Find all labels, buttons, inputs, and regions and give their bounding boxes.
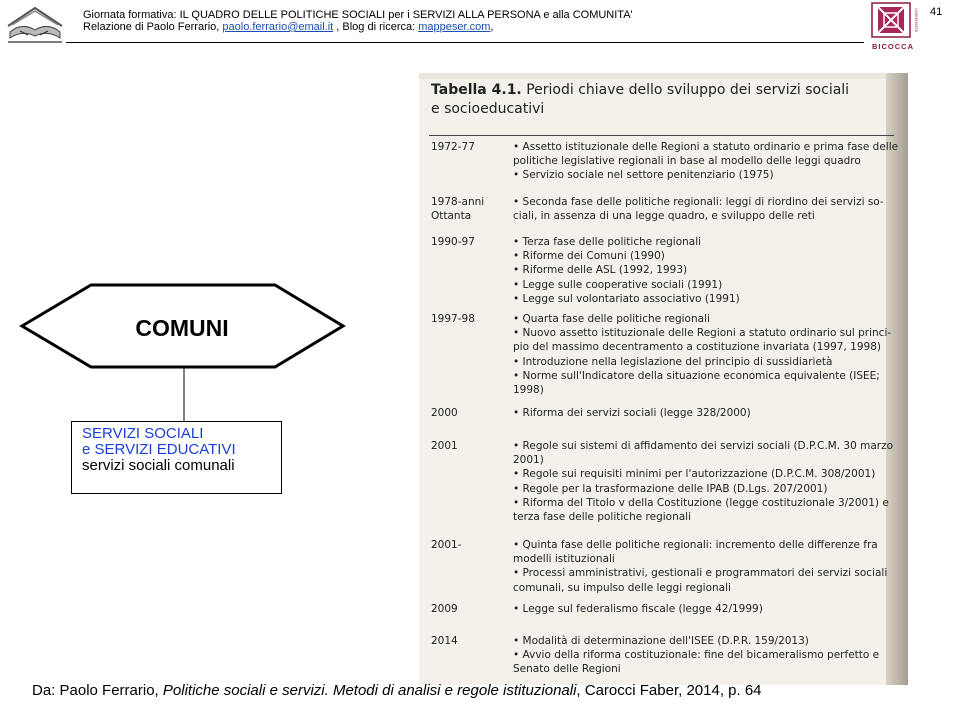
scan-top-band — [419, 73, 908, 79]
servizi-sociali-label: SERVIZI SOCIALI — [82, 425, 204, 442]
period-label: 1972-77 — [431, 141, 475, 153]
period-label: 1997-98 — [431, 313, 475, 325]
caption-suffix: , Carocci Faber, 2014, p. 64 — [576, 682, 762, 699]
period-label: 2000 — [431, 407, 458, 419]
period-label: 2009 — [431, 603, 458, 615]
item-line: • Processi amministrativi, gestionali e programmatori dei servizi sociali — [513, 567, 888, 580]
item-line: • Quinta fase delle politiche regionali: incremento delle differenze fra — [513, 539, 878, 551]
page-number: 41 — [930, 6, 943, 18]
item-line: • Avvio della riforma costituzionale: fine del bicameralismo perfetto e — [513, 649, 880, 662]
item-line: • Nuovo assetto istituzionale delle Regioni a statuto ordinario sul princi- — [513, 327, 892, 340]
servizi-educativi-label: e SERVIZI EDUCATIVI — [82, 441, 236, 458]
table-title — [431, 81, 849, 119]
header-title: Giornata formativa: IL QUADRO DELLE POLITICHE SOCIALI per i SERVIZI ALLA PERSONA e alla COMUNITA' — [83, 9, 633, 21]
caption-prefix: Da: Paolo Ferrario, — [32, 682, 163, 699]
servizi-box — [71, 421, 282, 494]
item-line: • Riforme dei Comuni (1990) — [513, 250, 665, 263]
item-line: comunali, su impulso delle leggi regionali — [513, 581, 731, 594]
university-logo-icon — [870, 2, 922, 52]
comuni-label: COMUNI — [135, 315, 229, 341]
header-blog-label: , Blog di ricerca: — [333, 21, 419, 33]
item-line: • Modalità di determinazione dell'ISEE (D.P.R. 159/2013) — [513, 635, 809, 647]
item-line: • Quarta fase delle politiche regionali — [513, 313, 710, 325]
item-line: politiche legislative regionali in base al modello delle leggi quadro — [513, 155, 861, 168]
period-items — [513, 312, 908, 397]
item-line: • Introduzione nella legislazione del principio di sussidiarietà — [513, 355, 833, 368]
item-line: • Regole sui requisiti minimi per l'autorizzazione (D.P.C.M. 308/2001) — [513, 468, 876, 481]
period-items — [513, 195, 908, 223]
item-line: pio del massimo decentramento a costituzione invariata (1997, 1998) — [513, 341, 881, 354]
item-line: terza fase delle politiche regionali — [513, 511, 691, 524]
period-label: 2001- — [431, 539, 462, 551]
header-author: Relazione di Paolo Ferrario, — [83, 21, 223, 33]
period-label: 1978-anni Ottanta — [431, 196, 485, 223]
period-items — [513, 235, 908, 306]
table-title-line2: e socioeducativi — [431, 101, 545, 117]
logo-text-bicocca: BICOCCA — [872, 42, 914, 51]
table-title-number: Tabella 4.1. — [431, 82, 522, 98]
header-suffix: , — [490, 21, 494, 33]
scanned-table-image — [419, 73, 908, 685]
item-line: • Assetto istituzionale delle Regioni a statuto ordinario e prima fase delle — [513, 141, 899, 153]
item-line: • Legge sulle cooperative sociali (1991) — [513, 278, 723, 291]
item-line: ciali, in assenza di una legge quadro, e sviluppo delle reti — [513, 210, 815, 223]
item-line: • Legge sul federalismo fiscale (legge 42/1999) — [513, 603, 763, 615]
period-items — [513, 140, 908, 183]
item-line: • Riforma dei servizi sociali (legge 328/2000) — [513, 407, 751, 419]
logo-text-1: UNIVERSITÀ — [914, 8, 919, 33]
period-label: 2001 — [431, 440, 458, 452]
blog-link[interactable]: mappeser.com — [418, 21, 491, 33]
item-line: • Seconda fase delle politiche regionali: leggi di riordino dei servizi so- — [513, 196, 884, 208]
item-line: • Regole per la trasformazione delle IPAB (D.Lgs. 207/2001) — [513, 482, 828, 495]
table-top-rule — [429, 135, 894, 136]
period-items — [513, 406, 908, 420]
item-line: Senato delle Regioni — [513, 663, 621, 676]
item-line: 1998) — [513, 384, 544, 397]
item-line: • Terza fase delle politiche regionali — [513, 236, 702, 248]
email-link[interactable]: paolo.ferrario@email.it — [222, 21, 334, 33]
item-line: • Norme sull'Indicatore della situazione economica equivalente (ISEE; — [513, 369, 880, 382]
period-items — [513, 634, 908, 677]
source-caption — [32, 682, 762, 699]
item-line: • Servizio sociale nel settore penitenziario (1975) — [513, 169, 774, 182]
period-label: 2014 — [431, 635, 458, 647]
diagram-canvas — [0, 0, 400, 720]
period-label: 1990-97 — [431, 236, 475, 248]
item-line: • Regole sui sistemi di affidamento dei servizi sociali (D.P.C.M. 30 marzo — [513, 440, 894, 452]
period-items — [513, 538, 908, 595]
table-title-text: Periodi chiave dello sviluppo dei servizi sociali — [526, 82, 850, 98]
item-line: • Legge sul volontariato associativo (1991) — [513, 292, 740, 305]
caption-book-title: Politiche sociali e servizi. Metodi di analisi e regole istituzionali — [162, 682, 577, 699]
item-line: modelli istituzionali — [513, 553, 615, 566]
period-items — [513, 602, 908, 616]
item-line: 2001) — [513, 454, 544, 467]
item-line: • Riforme delle ASL (1992, 1993) — [513, 264, 688, 277]
servizi-comunali-label: servizi sociali comunali — [82, 457, 235, 474]
item-line: • Riforma del Titolo v della Costituzione (legge costituzionale 3/2001) e — [513, 496, 889, 509]
period-items — [513, 439, 908, 524]
